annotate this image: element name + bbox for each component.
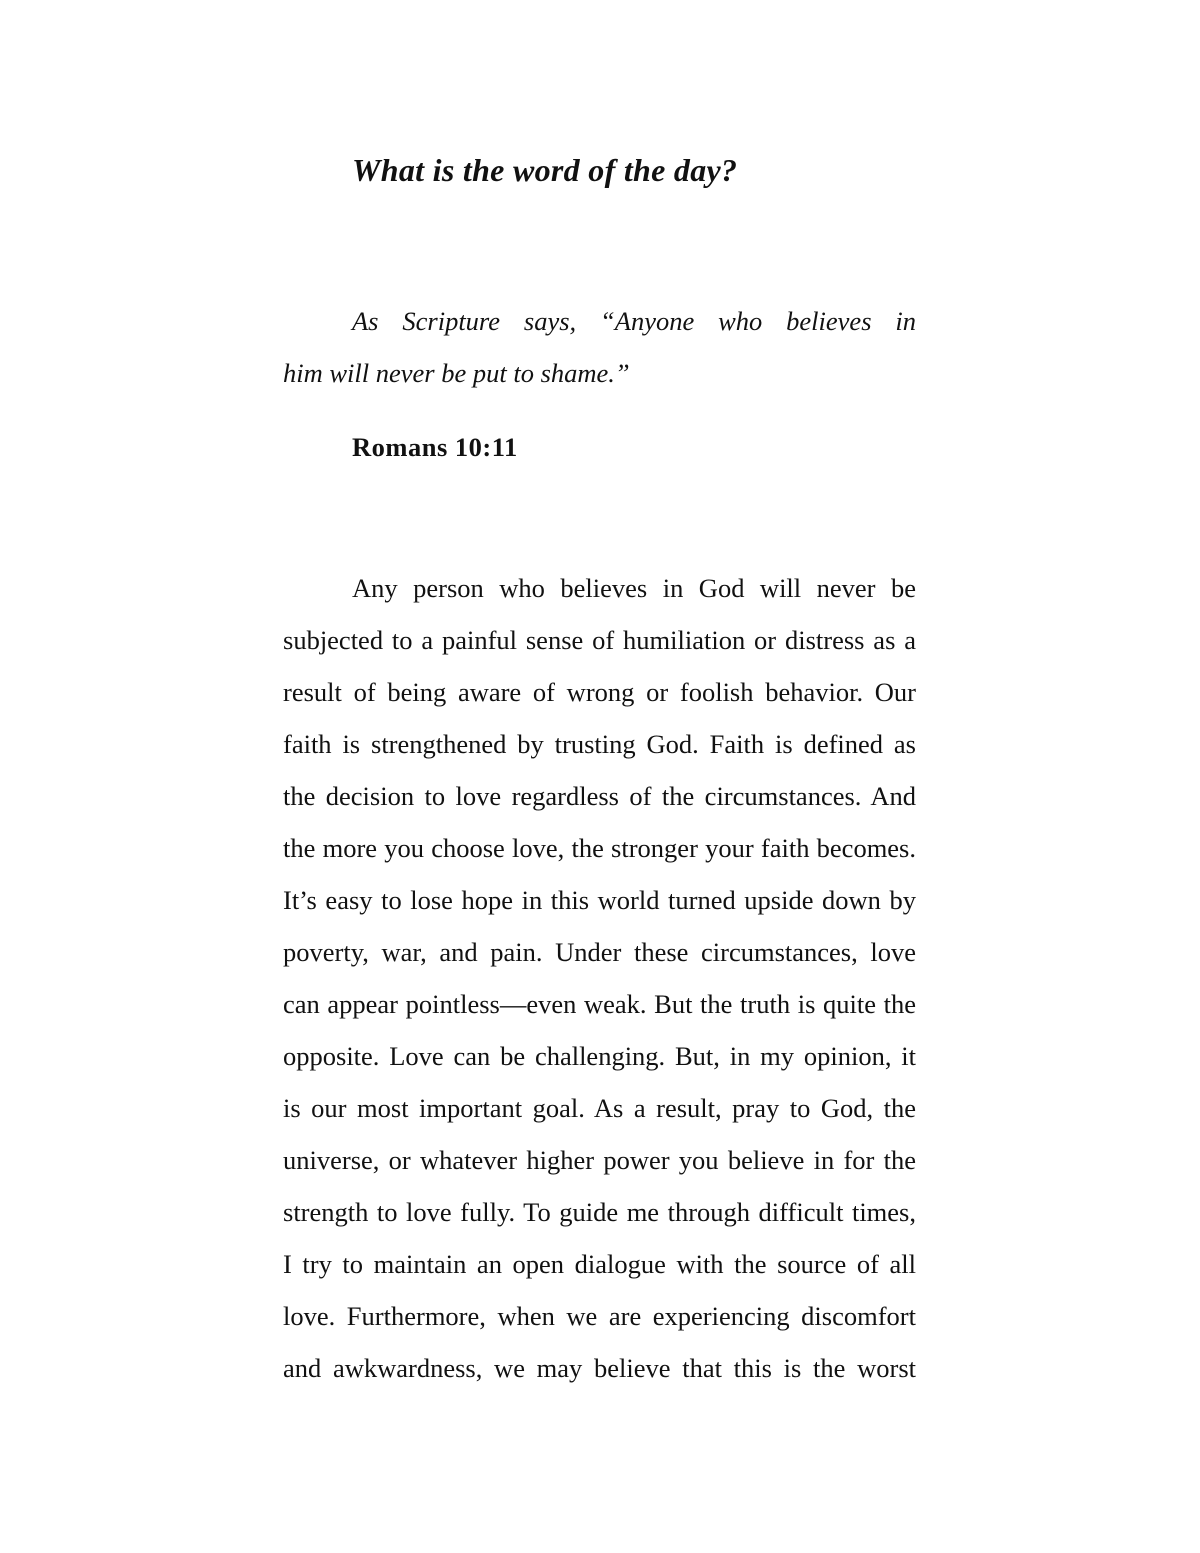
body-line: subjected to a painful sense of humiliation or distress as a bbox=[283, 625, 916, 655]
body-line: It’s easy to lose hope in this world turned upside down by bbox=[283, 885, 916, 915]
quote-line: him will never be put to shame.” bbox=[283, 358, 630, 388]
scripture-reference: Romans 10:11 bbox=[352, 432, 518, 462]
scripture-quote bbox=[283, 295, 916, 399]
body-line: the decision to love regardless of the circumstances. And bbox=[283, 781, 916, 811]
body-line: strength to love fully. To guide me through difficult times, bbox=[283, 1197, 916, 1227]
body-line: love. Furthermore, when we are experiencing discomfort bbox=[283, 1301, 916, 1331]
body-line: universe, or whatever higher power you believe in for the bbox=[283, 1145, 916, 1175]
body-line: the more you choose love, the stronger your faith becomes. bbox=[283, 833, 916, 863]
body-paragraph bbox=[283, 562, 916, 1394]
quote-line: As Scripture says, “Anyone who believes in bbox=[352, 306, 916, 336]
body-line: poverty, war, and pain. Under these circumstances, love bbox=[283, 937, 916, 967]
body-line: opposite. Love can be challenging. But, in my opinion, it bbox=[283, 1041, 916, 1071]
body-line: can appear pointless—even weak. But the truth is quite the bbox=[283, 989, 916, 1019]
body-line: is our most important goal. As a result, pray to God, the bbox=[283, 1093, 916, 1123]
body-line: faith is strengthened by trusting God. Faith is defined as bbox=[283, 729, 916, 759]
body-line: and awkwardness, we may believe that this is the worst bbox=[283, 1353, 916, 1383]
page-title: What is the word of the day? bbox=[352, 152, 738, 188]
body-line: I try to maintain an open dialogue with the source of all bbox=[283, 1249, 916, 1279]
body-line: result of being aware of wrong or foolish behavior. Our bbox=[283, 677, 916, 707]
body-line: Any person who believes in God will never be bbox=[352, 573, 916, 603]
